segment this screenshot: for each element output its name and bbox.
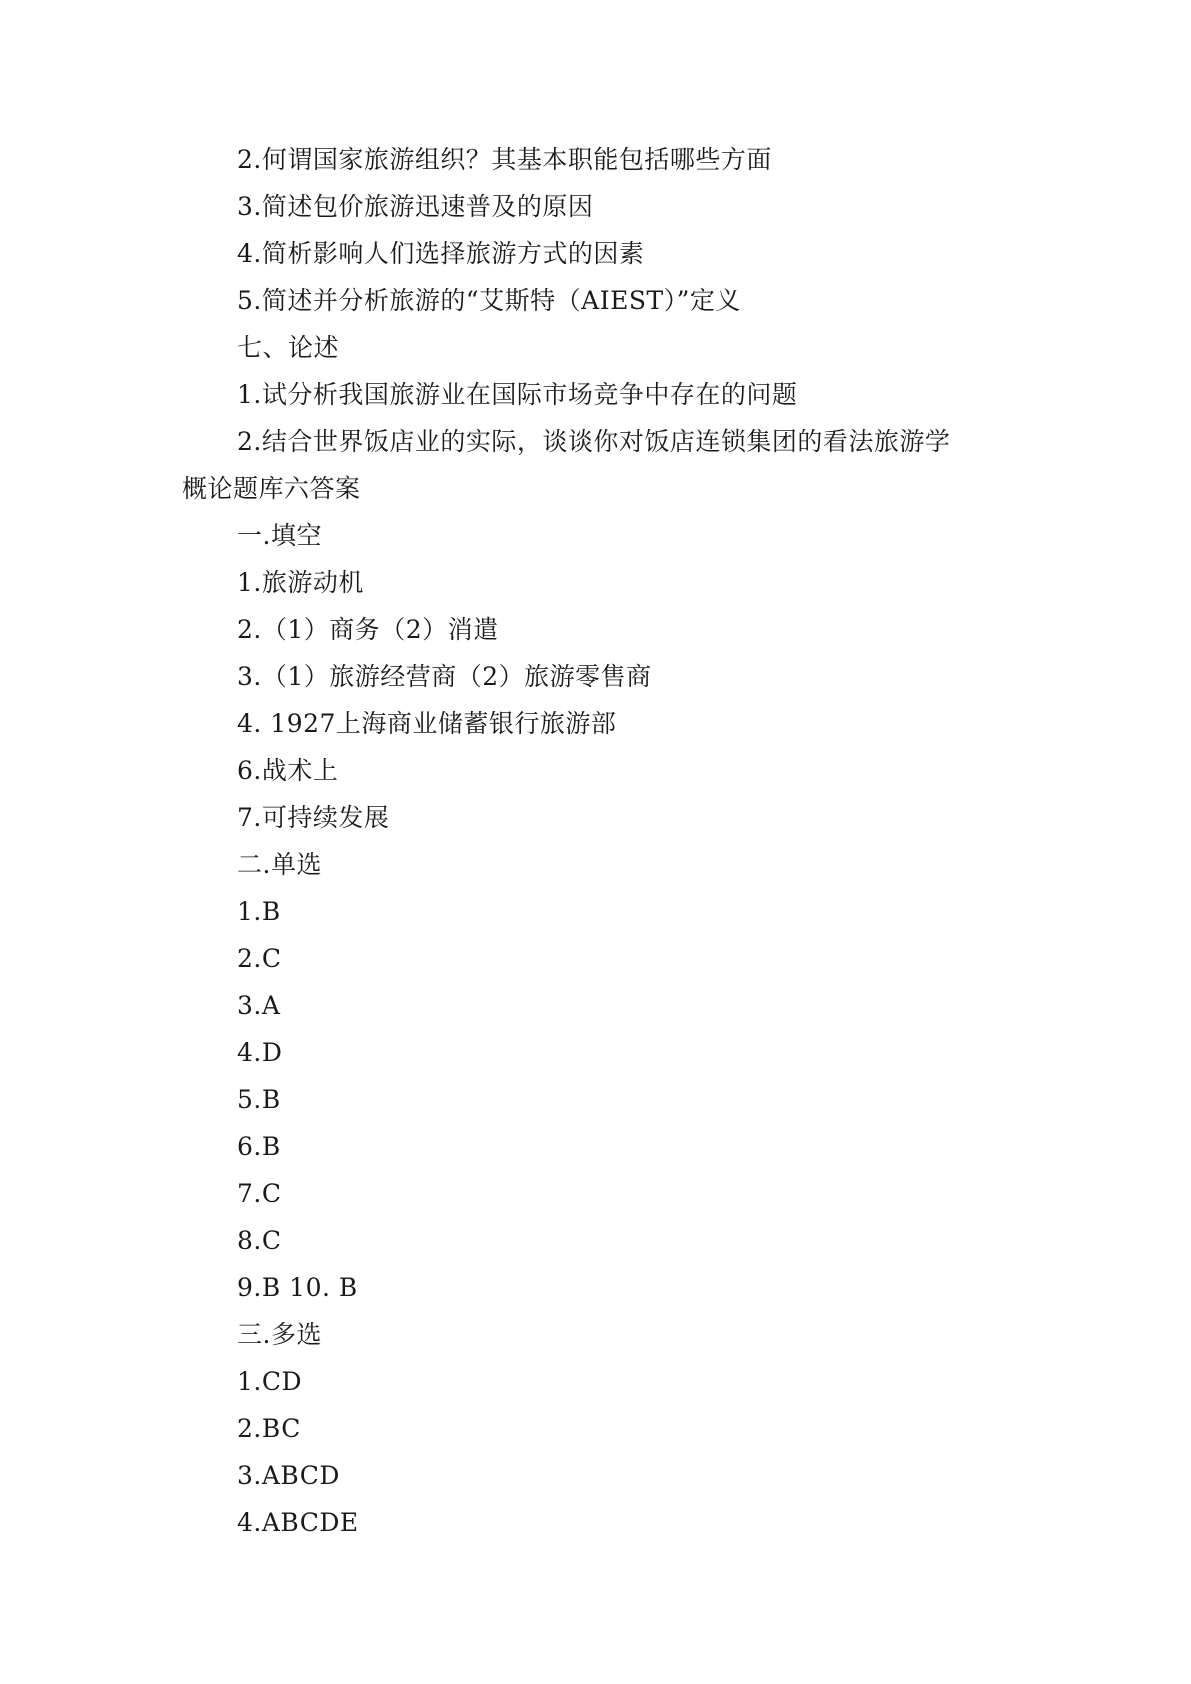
answer-line: 4.ABCDE: [237, 1508, 359, 1537]
section-heading: 一.填空: [237, 521, 322, 550]
answer-line: 6.B: [237, 1132, 281, 1161]
answer-line: 8.C: [237, 1226, 282, 1255]
answer-line: 4.D: [237, 1038, 283, 1067]
answer-line: 4. 1927上海商业储蓄银行旅游部: [237, 709, 617, 738]
answer-line: 5.B: [237, 1085, 281, 1114]
question-line: 1.试分析我国旅游业在国际市场竞争中存在的问题: [237, 380, 798, 409]
document-body: [182, 136, 1012, 1546]
answer-line: 7.可持续发展: [237, 803, 390, 832]
answer-line: 1.CD: [237, 1367, 303, 1396]
question-line: 5.简述并分析旅游的“艾斯特（AIEST）”定义: [237, 286, 741, 315]
question-line: 4.简析影响人们选择旅游方式的因素: [237, 239, 645, 268]
section-heading: 七、论述: [237, 333, 340, 362]
answer-line: 6.战术上: [237, 756, 339, 785]
answer-line: 3.ABCD: [237, 1461, 340, 1490]
question-line: 3.简述包价旅游迅速普及的原因: [237, 192, 594, 221]
answer-line: 7.C: [237, 1179, 282, 1208]
answer-line: 2.（1）商务（2）消遣: [237, 615, 499, 644]
answer-line: 2.C: [237, 944, 282, 973]
answer-line: 1.旅游动机: [237, 568, 364, 597]
answer-line: 3.（1）旅游经营商（2）旅游零售商: [237, 662, 652, 691]
answer-line: 9.B 10. B: [237, 1273, 358, 1302]
answer-line: 1.B: [237, 897, 281, 926]
answer-line: 2.BC: [237, 1414, 301, 1443]
question-line: 2.结合世界饭店业的实际，谈谈你对饭店连锁集团的看法旅游学: [237, 427, 951, 456]
section-heading: 三.多选: [237, 1320, 322, 1349]
answer-title: 概论题库六答案: [182, 474, 361, 503]
section-heading: 二.单选: [237, 850, 322, 879]
question-line: 2.何谓国家旅游组织？其基本职能包括哪些方面: [237, 145, 772, 174]
answer-line: 3.A: [237, 991, 281, 1020]
